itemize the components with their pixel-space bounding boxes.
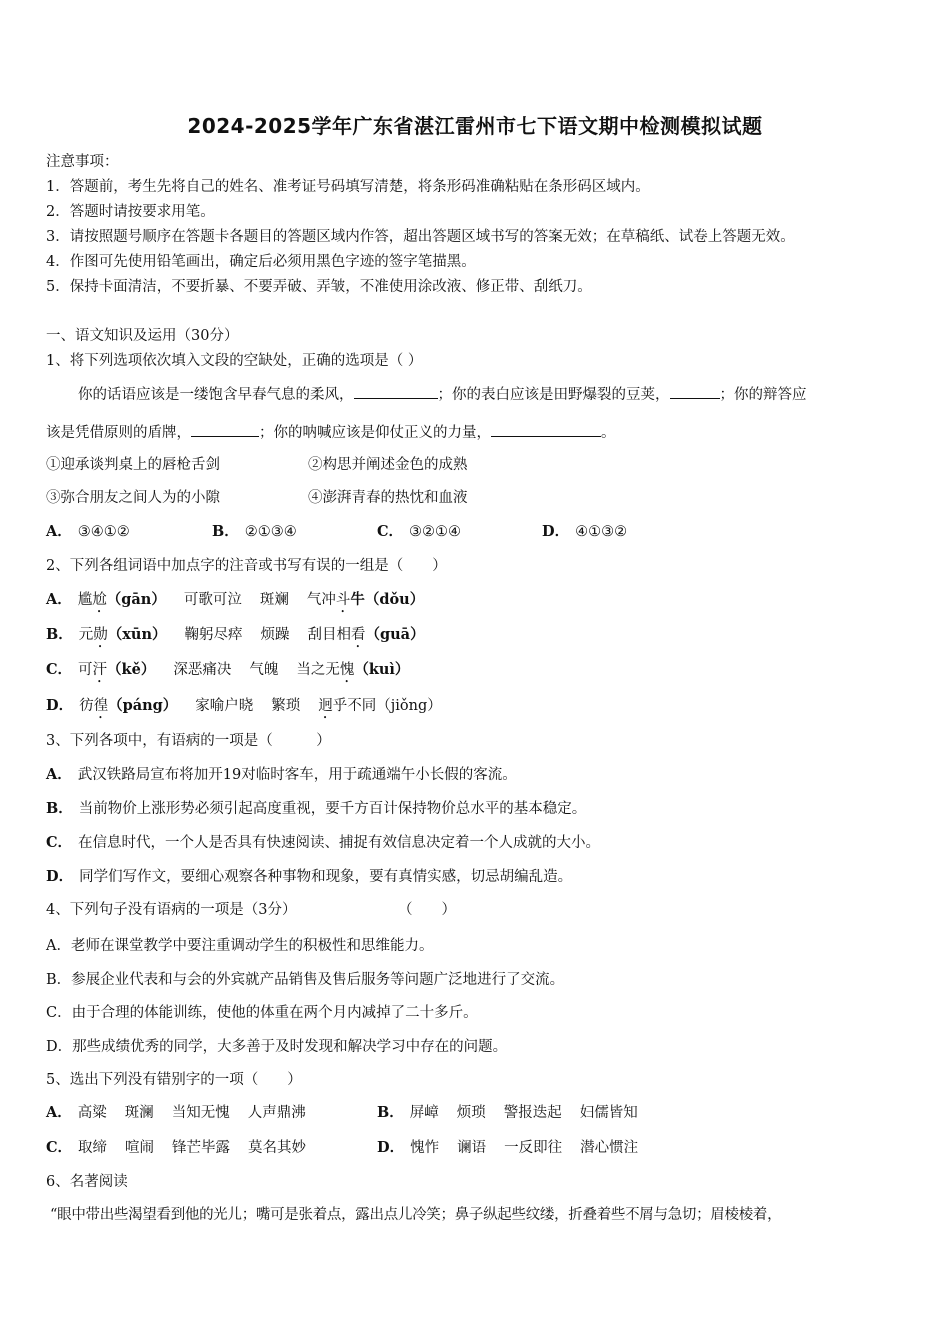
notice-item: 2．答题时请按要求用笔。 xyxy=(46,204,215,220)
question-6-passage: “眼中带出些渴望看到他的光儿；嘴可是张着点，露出点儿冷笑；鼻子纵起些纹缕，折叠着些不屑与急切；眉棱棱着， xyxy=(50,1207,782,1223)
question-3-option-d xyxy=(46,867,572,887)
option-text: ③④①② xyxy=(77,524,130,540)
word-text: 彷 xyxy=(79,698,94,714)
question-2-option-a xyxy=(46,590,424,616)
dotted-char: 勋 xyxy=(93,627,108,643)
notice-item: 5．保持卡面清洁，不要折暴、不要弄破、弄皱，不准使用涂改液、修正带、刮纸刀。 xyxy=(46,279,592,295)
question-1-choice: ②构思并阐述金色的成熟 xyxy=(308,457,468,473)
option-label: D． xyxy=(46,868,74,885)
word-text: 气魄 xyxy=(249,662,279,678)
question-5-option-d xyxy=(377,1138,638,1158)
option-label: C． xyxy=(46,834,73,851)
word-text: 繁琐 xyxy=(271,698,301,714)
word-text: 当知无愧 xyxy=(171,1105,230,1121)
word-text: 烦琐 xyxy=(456,1105,486,1121)
word-text: 高粱 xyxy=(77,1105,107,1121)
passage-text: ；你的呐喊应该是仰仗正义的力量， xyxy=(259,425,491,441)
question-3-option-c xyxy=(46,833,600,853)
option-text: 当前物价上涨形势必须引起高度重视，要千方百计保持物价总水平的基本稳定。 xyxy=(78,801,587,817)
question-2-stem: 2、下列各组词语中加点字的注音或书写有误的一组是（ ） xyxy=(46,558,447,574)
word-text: 气冲 xyxy=(306,592,336,608)
passage-text: ；你的表白应该是田野爆裂的豆荚， xyxy=(437,387,670,403)
answer-blank xyxy=(491,422,601,437)
word-text: 锋芒毕露 xyxy=(172,1140,231,1156)
question-3-option-a xyxy=(46,765,517,785)
question-4-option-a: A．老师在课堂教学中要注重调动学生的积极性和思维能力。 xyxy=(46,938,434,954)
question-1-choice: ①迎承谈判桌上的唇枪舌剑 xyxy=(46,457,220,473)
option-text: ②①③④ xyxy=(244,524,297,540)
page-title: 2024-2025学年广东省湛江雷州市七下语文期中检测模拟试题 xyxy=(187,114,763,138)
word-text: 可 xyxy=(78,662,93,678)
question-1-passage-line-2 xyxy=(46,422,616,443)
dotted-char: 徨 xyxy=(93,698,109,714)
option-label: C． xyxy=(377,523,404,540)
word-text: 斑斓 xyxy=(259,592,289,608)
question-3-stem: 3、下列各项中，有语病的一项是（ ） xyxy=(46,733,331,749)
question-4-option-d: D．那些成绩优秀的同学，大多善于及时发现和解决学习中存在的问题。 xyxy=(46,1039,508,1055)
word-text: 深恶痛决 xyxy=(173,662,232,678)
option-text: ④①③② xyxy=(575,524,628,540)
question-4-stem: 4、下列句子没有语病的一项是（3分） xyxy=(46,902,297,918)
dotted-char: 斗 xyxy=(335,592,351,608)
option-text: 同学们写作文，要细心观察各种事物和现象，要有真情实感，切忌胡编乱造。 xyxy=(79,869,573,885)
notice-header: 注意事项： xyxy=(46,154,119,170)
pinyin: （guā） xyxy=(365,626,425,643)
pinyin: （kuì） xyxy=(354,661,410,678)
question-2-option-d xyxy=(46,696,442,722)
pinyin: （xūn） xyxy=(107,626,167,643)
word-text: 家喻户晓 xyxy=(195,698,254,714)
pinyin: （gān） xyxy=(106,591,166,608)
option-label: A． xyxy=(46,766,72,783)
passage-text: 你的话语应该是一缕饱含早春气息的柔风， xyxy=(78,387,354,403)
dotted-char: 看 xyxy=(351,627,366,643)
question-1-option-c xyxy=(377,522,461,542)
passage-text: 。 xyxy=(601,425,616,441)
option-label: B． xyxy=(46,626,73,643)
question-2-option-c xyxy=(46,660,409,686)
question-1-choice: ④澎湃青春的热忱和血液 xyxy=(308,490,468,506)
option-label: B． xyxy=(46,800,73,817)
option-text: 武汉铁路局宣布将加开19对临时客车，用于疏通端午小长假的客流。 xyxy=(77,767,517,783)
notice-item: 3．请按照题号顺序在答题卡各题目的答题区域内作答，超出答题区域书写的答案无效；在草稿纸、试卷上答题无效。 xyxy=(46,229,795,245)
word-text: 可歌可泣 xyxy=(183,592,242,608)
word-text: 莫名其妙 xyxy=(248,1140,307,1156)
option-text: 在信息时代，一个人是否具有快速阅读、捕捉有效信息决定着一个人成就的大小。 xyxy=(78,835,601,851)
option-label: D． xyxy=(377,1139,405,1156)
option-label: C． xyxy=(46,661,73,678)
question-5-option-c xyxy=(46,1138,306,1158)
question-5-option-b xyxy=(377,1103,638,1123)
notice-item: 4．作图可先使用铅笔画出，确定后必须用黑色字迹的签字笔描黑。 xyxy=(46,254,476,270)
dotted-char: 尬 xyxy=(92,592,107,608)
dotted-char: 愧 xyxy=(339,662,355,678)
word-text: 潜心惯注 xyxy=(580,1140,639,1156)
answer-blank xyxy=(670,384,720,399)
option-label: B． xyxy=(377,1104,404,1121)
word-text: 喧闹 xyxy=(125,1140,155,1156)
word-text: 人声鼎沸 xyxy=(247,1105,306,1121)
question-5-stem: 5、选出下列没有错别字的一项（ ） xyxy=(46,1072,302,1088)
question-4-option-b: B．参展企业代表和与会的外宾就产品销售及售后服务等问题广泛地进行了交流。 xyxy=(46,972,565,988)
question-6-stem: 6、名著阅读 xyxy=(46,1174,128,1190)
answer-blank xyxy=(191,422,259,437)
word-text: 妇儒皆知 xyxy=(579,1105,638,1121)
question-3-option-b xyxy=(46,799,586,819)
question-1-choice: ③弥合朋友之间人为的小隙 xyxy=(46,490,220,506)
word-text: 刮目相 xyxy=(307,627,351,643)
word-text: 屏嶂 xyxy=(409,1105,439,1121)
notice-item: 1．答题前，考生先将自己的姓名、准考证号码填写清楚，将条形码准确粘贴在条形码区域内。 xyxy=(46,179,650,195)
pinyin: （kě） xyxy=(107,661,156,678)
word-text: 当之无 xyxy=(296,662,340,678)
word-text: 元 xyxy=(78,627,94,643)
answer-blank xyxy=(354,384,438,399)
word-text: 谰语 xyxy=(457,1140,487,1156)
passage-text: ；你的辩答应 xyxy=(719,387,807,403)
option-label: D． xyxy=(542,523,570,540)
pinyin: 牛（dǒu） xyxy=(350,591,425,608)
question-4-answer-paren: （ ） xyxy=(398,902,456,918)
option-label: A． xyxy=(46,523,72,540)
question-1-passage-line-1 xyxy=(78,384,807,405)
question-1-stem: 1、将下列选项依次填入文段的空缺处，正确的选项是（ ） xyxy=(46,353,423,369)
word-text: 愧怍 xyxy=(410,1140,440,1156)
question-1-option-d xyxy=(542,522,627,542)
section-heading: 一、语文知识及运用（30分） xyxy=(46,328,239,344)
question-4-option-c: C．由于合理的体能训练，使他的体重在两个月内减掉了二十多斤。 xyxy=(46,1005,478,1021)
word-text: 斑澜 xyxy=(124,1105,154,1121)
word-text: 烦躁 xyxy=(260,627,290,643)
word-text: 鞠躬尽瘁 xyxy=(184,627,243,643)
option-label: D． xyxy=(46,697,74,714)
dotted-char: 汗 xyxy=(92,662,108,678)
option-label: A． xyxy=(46,1104,72,1121)
passage-text: 该是凭借原则的盾牌， xyxy=(46,425,191,441)
question-1-option-a xyxy=(46,522,130,542)
option-label: B． xyxy=(212,523,239,540)
word-text: 一反即往 xyxy=(504,1140,563,1156)
word-text: 乎不同（jiǒng） xyxy=(332,698,442,714)
word-text: 警报迭起 xyxy=(503,1105,562,1121)
word-text: 取缔 xyxy=(78,1140,108,1156)
pinyin: （páng） xyxy=(108,697,178,714)
question-1-option-b xyxy=(212,522,297,542)
word-text: 尴 xyxy=(77,592,93,608)
question-2-option-b xyxy=(46,625,425,651)
option-label: A． xyxy=(46,591,72,608)
dotted-char: 迥 xyxy=(318,698,333,714)
question-5-option-a xyxy=(46,1103,306,1123)
option-text: ③②①④ xyxy=(409,524,462,540)
option-label: C． xyxy=(46,1139,73,1156)
